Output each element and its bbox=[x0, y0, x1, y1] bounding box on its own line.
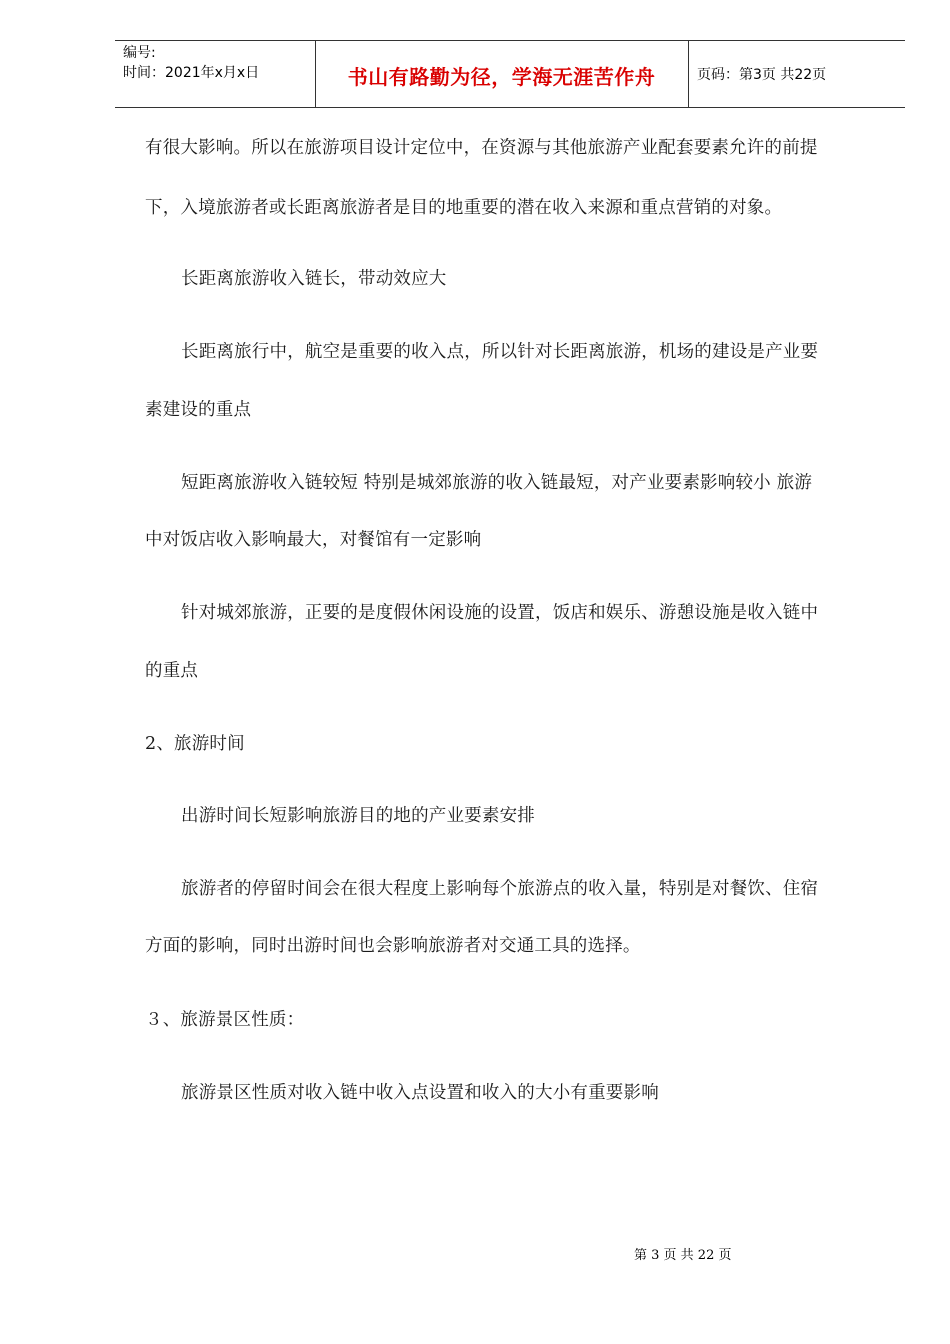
header-meta bbox=[123, 43, 259, 83]
body-line: 的重点 bbox=[145, 661, 199, 681]
section-heading: 2、旅游时间 bbox=[145, 734, 245, 754]
body-line: 旅游者的停留时间会在很大程度上影响每个旅游点的收入量，特别是对餐饮、住宿 bbox=[181, 879, 819, 899]
time-label: 时间：2021年x月x日 bbox=[123, 65, 260, 81]
body-line: 中对饭店收入影响最大，对餐馆有一定影响 bbox=[145, 530, 482, 550]
body-line: 方面的影响，同时出游时间也会影响旅游者对交通工具的选择。 bbox=[145, 936, 641, 956]
body-line: 有很大影响。所以在旅游项目设计定位中，在资源与其他旅游产业配套要素允许的前提 bbox=[145, 138, 818, 158]
section-heading: ３、旅游景区性质： bbox=[145, 1010, 305, 1030]
section-subheading: 出游时间长短影响旅游目的地的产业要素安排 bbox=[181, 806, 535, 826]
header-page-label: 页码：第3页 共22页 bbox=[697, 67, 827, 83]
body-line: 长距离旅行中，航空是重要的收入点，所以针对长距离旅游，机场的建设是产业要 bbox=[181, 342, 819, 362]
page-footer: 第 3 页 共 22 页 bbox=[634, 1248, 732, 1263]
body-line: 下，入境旅游者或长距离旅游者是目的地重要的潜在收入来源和重点营销的对象。 bbox=[145, 198, 783, 218]
section-subheading: 长距离旅游收入链长，带动效应大 bbox=[181, 269, 447, 289]
page-header bbox=[115, 40, 905, 108]
header-motto: 书山有路勤为径，学海无涯苦作舟 bbox=[347, 65, 656, 89]
serial-label: 编号: bbox=[123, 45, 156, 61]
body-line: 素建设的重点 bbox=[145, 400, 252, 420]
body-line: 针对城郊旅游，正要的是度假休闲设施的设置，饭店和娱乐、游憩设施是收入链中 bbox=[181, 603, 819, 623]
body-line: 短距离旅游收入链较短 特别是城郊旅游的收入链最短，对产业要素影响较小 旅游 bbox=[181, 473, 813, 493]
body-line: 旅游景区性质对收入链中收入点设置和收入的大小有重要影响 bbox=[181, 1083, 659, 1103]
header-divider bbox=[688, 41, 689, 107]
